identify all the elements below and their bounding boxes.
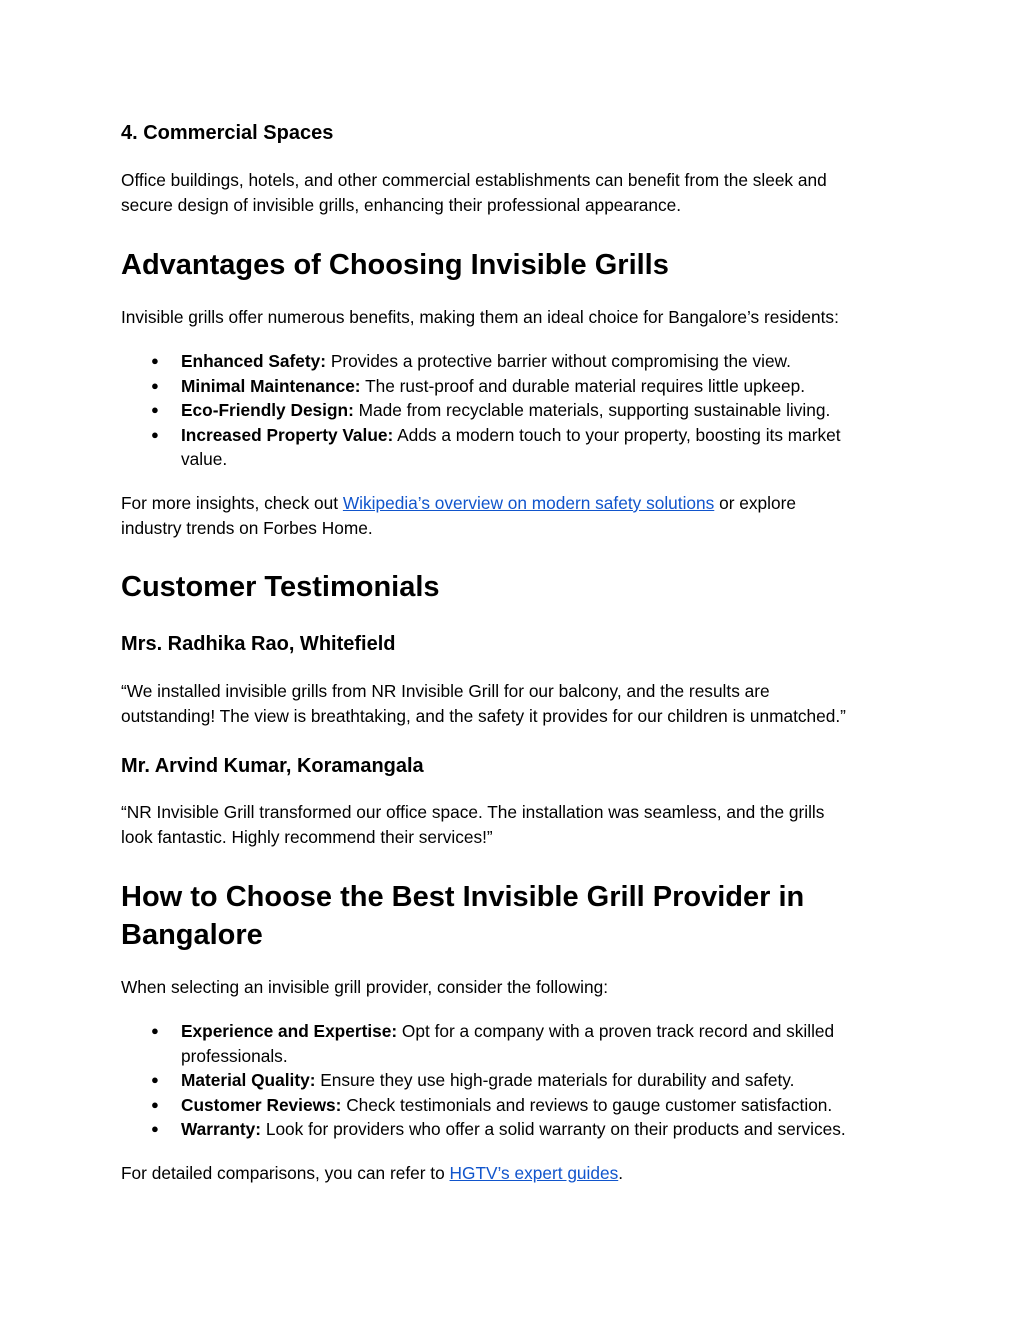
testimonial-author: Mr. Arvind Kumar, Koramangala	[121, 755, 424, 777]
list-item-label: Material Quality:	[181, 1070, 316, 1090]
list-item-text: Look for providers who offer a solid warranty on their products and services.	[261, 1119, 846, 1139]
insights-suffix: or explore	[714, 493, 796, 513]
list-item-text: Opt for a company with a proven track record and skilled	[397, 1021, 835, 1041]
list-item	[121, 1068, 901, 1093]
paragraph-line: industry trends on Forbes Home.	[121, 517, 373, 538]
comparisons-suffix: .	[618, 1163, 624, 1183]
heading-line: Bangalore	[121, 919, 263, 951]
list-item-label: Enhanced Safety:	[181, 351, 327, 371]
list-item	[121, 349, 901, 374]
list-item-label: Eco-Friendly Design:	[181, 400, 354, 420]
wikipedia-link[interactable]: Wikipedia’s overview on modern safety solutions	[342, 493, 715, 513]
testimonial-author: Mrs. Radhika Rao, Whitefield	[121, 633, 396, 655]
quote-line: outstanding! The view is breathtaking, and the safety it provides for our children is unmatched.”	[121, 705, 846, 726]
comparisons-prefix: For detailed comparisons, you can refer to	[121, 1163, 450, 1183]
bullet-icon: ●	[151, 426, 159, 442]
bullet-icon: ●	[151, 1096, 159, 1112]
paragraph-line: secure design of invisible grills, enhancing their professional appearance.	[121, 194, 682, 215]
list-item-text: The rust-proof and durable material requires little upkeep.	[360, 375, 806, 396]
commercial-spaces-heading: 4. Commercial Spaces	[121, 122, 334, 144]
list-item	[121, 1093, 901, 1118]
commercial-spaces-paragraph	[121, 168, 827, 217]
quote-line: “NR Invisible Grill transformed our office space. The installation was seamless, and the grills	[121, 802, 825, 822]
bullet-icon: ●	[151, 1121, 159, 1136]
insights-paragraph	[121, 491, 796, 540]
list-item	[121, 374, 901, 399]
list-item	[121, 1117, 901, 1142]
bullet-icon: ●	[151, 1023, 159, 1038]
testimonial-quote	[121, 800, 824, 849]
heading-line: How to Choose the Best Invisible Grill Provider in	[121, 881, 805, 913]
list-item-label: Experience and Expertise:	[181, 1021, 398, 1041]
list-item-text: Check testimonials and reviews to gauge customer satisfaction.	[341, 1094, 833, 1115]
list-item	[121, 1019, 901, 1068]
list-item-text: Adds a modern touch to your property, boosting its market	[393, 424, 841, 445]
advantages-heading: Advantages of Choosing Invisible Grills	[121, 249, 669, 281]
paragraph-line: Office buildings, hotels, and other commercial establishments can benefit from the sleek and	[121, 170, 827, 190]
list-item	[121, 398, 901, 423]
insights-prefix: For more insights, check out	[121, 493, 343, 513]
choose-provider-list	[121, 1019, 901, 1142]
list-item-label: Minimal Maintenance:	[181, 375, 361, 396]
advantages-intro: Invisible grills offer numerous benefits, making them an ideal choice for Bangalore’s residents:	[121, 307, 839, 327]
hgtv-link[interactable]: HGTV’s expert guides	[449, 1163, 619, 1183]
list-item-label: Warranty:	[181, 1119, 262, 1139]
quote-line: “We installed invisible grills from NR Invisible Grill for our balcony, and the results are	[121, 681, 770, 701]
testimonial-quote	[121, 679, 846, 728]
testimonials-heading: Customer Testimonials	[121, 571, 440, 603]
bullet-icon: ●	[151, 402, 159, 417]
advantages-list	[121, 349, 901, 472]
list-item-text: Made from recyclable materials, supporting sustainable living.	[353, 400, 831, 420]
list-item-continuation: professionals.	[181, 1045, 288, 1066]
bullet-icon: ●	[151, 377, 159, 393]
comparisons-paragraph	[121, 1161, 623, 1186]
list-item-text: Provides a protective barrier without compromising the view.	[326, 351, 791, 371]
list-item-label: Customer Reviews:	[181, 1094, 342, 1115]
quote-line: look fantastic. Highly recommend their services!”	[121, 826, 493, 847]
choose-provider-intro: When selecting an invisible grill provider, consider the following:	[121, 977, 609, 997]
list-item-continuation: value.	[181, 449, 228, 469]
list-item-label: Increased Property Value:	[181, 424, 394, 445]
bullet-icon: ●	[151, 1072, 159, 1087]
list-item-text: Ensure they use high-grade materials for durability and safety.	[315, 1070, 795, 1090]
list-item	[121, 423, 901, 472]
bullet-icon: ●	[151, 353, 159, 368]
choose-provider-heading	[121, 878, 804, 954]
paragraph-line	[121, 491, 796, 516]
